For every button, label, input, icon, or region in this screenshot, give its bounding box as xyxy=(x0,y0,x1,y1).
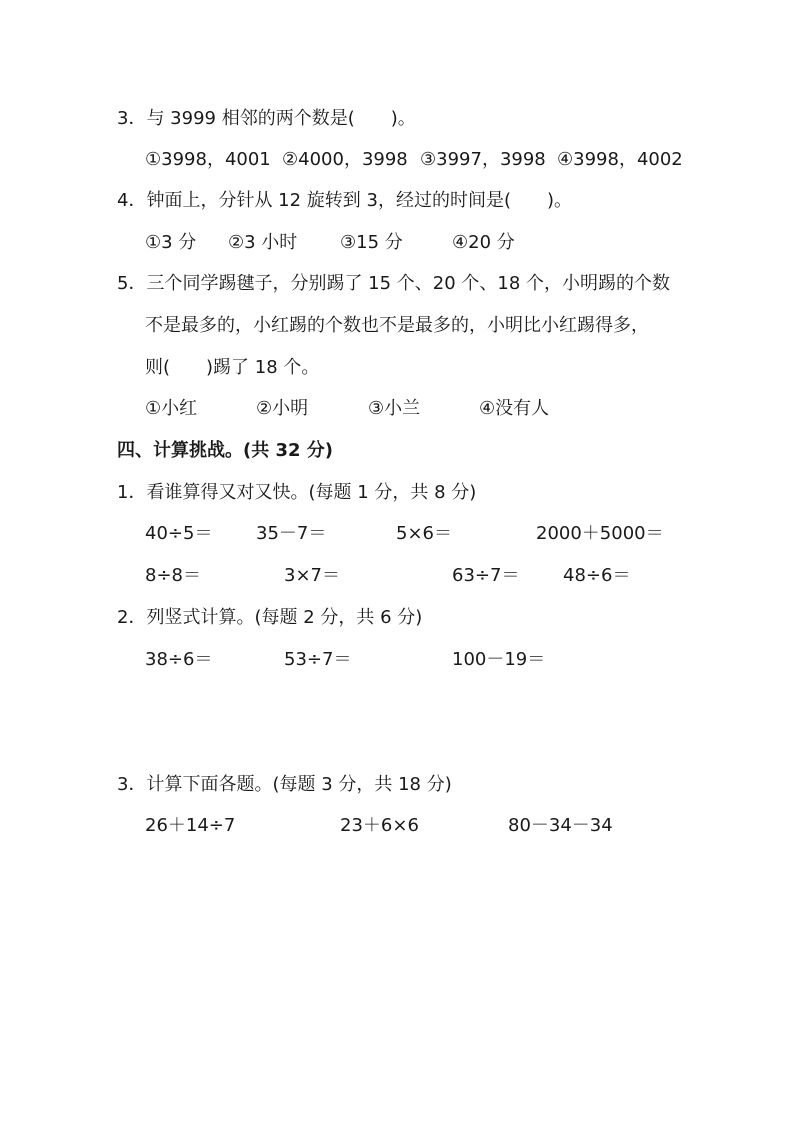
calc-1-stem: 1．看谁算得又对又快。(每题 1 分，共 8 分) xyxy=(117,482,477,503)
question-5-option-4: ④没有人 xyxy=(479,398,550,419)
calc-2-stem: 2．列竖式计算。(每题 2 分，共 6 分) xyxy=(117,607,423,628)
question-3-option-3: ③3997，3998 xyxy=(420,149,546,170)
section-4-title: 四、计算挑战。(共 32 分) xyxy=(117,440,334,461)
question-5-option-2: ②小明 xyxy=(256,398,309,419)
calc-1-item-7: 63÷7＝ xyxy=(452,565,520,586)
calc-1-item-6: 3×7＝ xyxy=(284,565,340,586)
question-4-stem: 4．钟面上，分针从 12 旋转到 3，经过的时间是( )。 xyxy=(117,190,573,211)
question-3-option-4: ④3998，4002 xyxy=(557,149,683,170)
question-3-option-2: ②4000，3998 xyxy=(282,149,408,170)
calc-1-item-5: 8÷8＝ xyxy=(145,565,201,586)
question-3-stem: 3．与 3999 相邻的两个数是( )。 xyxy=(117,108,416,129)
question-4-option-3: ③15 分 xyxy=(340,232,403,253)
question-5-line-1: 5．三个同学踢毽子，分别踢了 15 个、20 个、18 个，小明踢的个数 xyxy=(117,273,671,294)
calc-3-item-3: 80－34－34 xyxy=(508,815,613,836)
question-4-option-4: ④20 分 xyxy=(452,232,515,253)
question-3-option-1: ①3998，4001 xyxy=(145,149,271,170)
calc-3-item-2: 23＋6×6 xyxy=(340,815,419,836)
calc-2-item-2: 53÷7＝ xyxy=(284,649,352,670)
calc-1-item-4: 2000＋5000＝ xyxy=(536,523,664,544)
calc-1-item-3: 5×6＝ xyxy=(396,523,452,544)
calc-2-item-3: 100－19＝ xyxy=(452,649,546,670)
question-5-option-3: ③小兰 xyxy=(368,398,421,419)
question-5-option-1: ①小红 xyxy=(145,398,198,419)
calc-2-item-1: 38÷6＝ xyxy=(145,649,213,670)
calc-1-item-8: 48÷6＝ xyxy=(563,565,631,586)
question-4-option-2: ②3 小时 xyxy=(228,232,298,253)
question-4-option-1: ①3 分 xyxy=(145,232,197,253)
question-5-line-3: 则( )踢了 18 个。 xyxy=(145,357,320,378)
calc-1-item-2: 35－7＝ xyxy=(256,523,327,544)
question-5-line-2: 不是最多的，小红踢的个数也不是最多的，小明比小红踢得多， xyxy=(145,315,649,336)
calc-1-item-1: 40÷5＝ xyxy=(145,523,213,544)
calc-3-stem: 3．计算下面各题。(每题 3 分，共 18 分) xyxy=(117,774,452,795)
calc-3-item-1: 26＋14÷7 xyxy=(145,815,236,836)
